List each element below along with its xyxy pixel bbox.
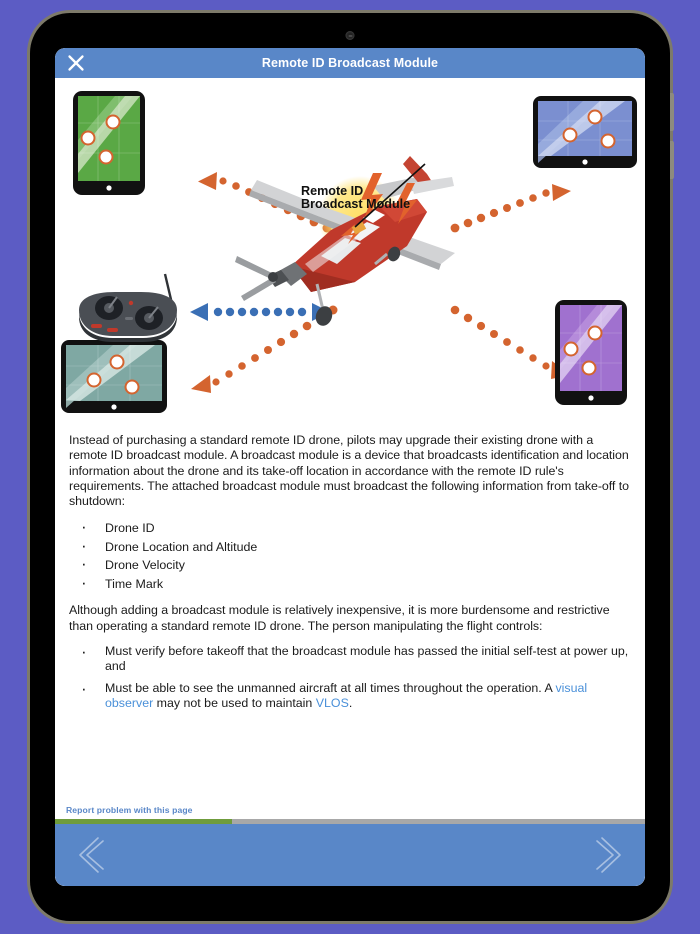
chevron-right-icon — [602, 838, 620, 872]
tablet-blue-landscape — [533, 96, 637, 168]
list-item-text-pre: Must be able to see the unmanned aircraft at all times throughout the operation. A — [105, 680, 556, 695]
title-bar — [55, 48, 645, 78]
paragraph-2: Although adding a broadcast module is relatively inexpensive, it is more burdensome and restrictive than operating a standard remote ID drone. The person manipulating the flight controls: — [69, 603, 610, 633]
navigation-bar — [55, 824, 645, 886]
report-problem-link[interactable]: Report problem with this page — [66, 805, 193, 815]
volume-down-button[interactable] — [670, 141, 674, 179]
rc-controller — [79, 274, 177, 342]
tablet-green-portrait — [73, 91, 145, 195]
previous-page-button[interactable] — [73, 833, 107, 877]
pilot-obligations-list — [69, 644, 631, 711]
volume-up-button[interactable] — [670, 93, 674, 131]
paragraph-1: Instead of purchasing a standard remote ID drone, pilots may upgrade their existing drone with a remote ID broadcast module. A broadcast module is a device that broadcasts identification and location information about the drone and its take-off location in accordance with the remote ID rule's requirements. The attached broadcast module must broadcast the following information from take-off to shutdown: — [69, 433, 629, 509]
fixed-wing-aircraft — [235, 156, 455, 328]
tablet-device — [30, 13, 670, 921]
footer-area — [55, 805, 645, 886]
close-button[interactable] — [65, 52, 87, 74]
list-item: · Must verify before takeoff that the broadcast module has passed the initial self-test at power up, and — [81, 644, 631, 675]
broadcast-requirements-list — [69, 519, 631, 593]
list-item: · Time Mark — [81, 575, 631, 594]
signal-arrow-upper-right — [451, 184, 571, 232]
visual-observer-link[interactable]: visual observer — [105, 680, 588, 710]
callout-label-line1: Remote ID — [301, 184, 364, 198]
list-item: · Drone Location and Altitude — [81, 538, 631, 557]
chevron-left-icon — [80, 838, 98, 872]
signal-arrow-lower-right — [451, 306, 571, 379]
tablet-purple-portrait — [555, 300, 627, 405]
article-body — [55, 433, 645, 711]
list-item: · Drone ID — [81, 519, 631, 538]
list-item — [81, 681, 631, 712]
next-page-button[interactable] — [593, 833, 627, 877]
list-item-text-mid: may not be used to maintain — [153, 695, 316, 710]
vlos-link[interactable]: VLOS — [315, 695, 349, 710]
camera-icon — [346, 31, 355, 40]
app-screen — [55, 48, 645, 886]
tablet-teal-landscape — [61, 340, 167, 413]
content-area — [55, 78, 645, 886]
callout-label-line2: Broadcast Module — [301, 197, 411, 211]
control-link-arrow — [190, 303, 330, 321]
list-item-text-post: . — [348, 695, 353, 710]
close-icon — [66, 53, 86, 73]
page-title: Remote ID Broadcast Module — [261, 56, 439, 70]
list-item: · Drone Velocity — [81, 556, 631, 575]
remote-id-broadcast-illustration — [55, 78, 645, 433]
